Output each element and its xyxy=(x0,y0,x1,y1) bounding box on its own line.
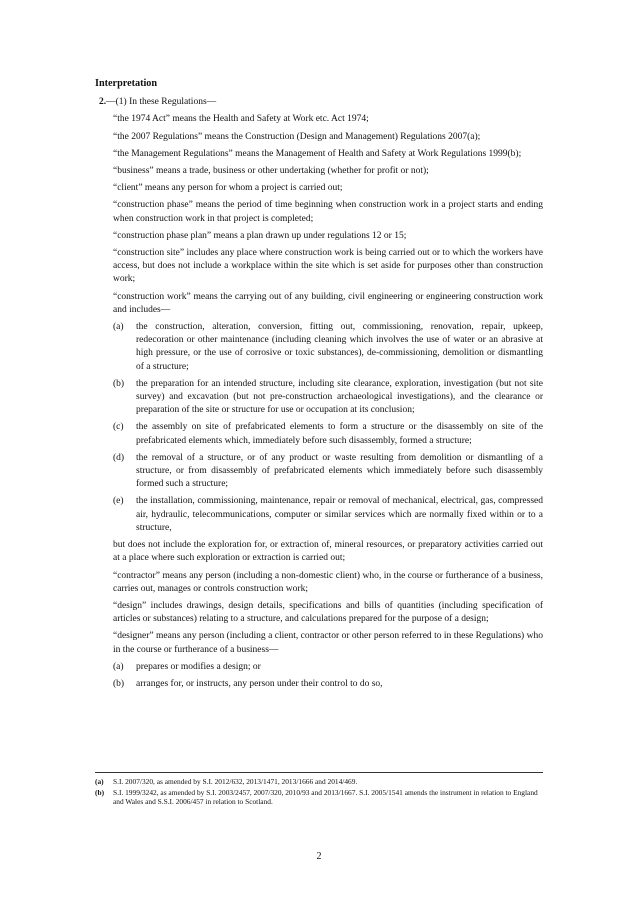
definition-construction-phase-plan: “construction phase plan” means a plan drawn up under regulations 12 or 15; xyxy=(113,230,407,241)
definition-designer: “designer” means any person (including a client, contractor or other person referred to in these Regulations) who in the course or furtherance of a business— xyxy=(113,631,543,655)
item-text: the construction, alteration, conversion, fitting out, commissioning, renovation, repair, upkeep, redecoration or other maintenance (including cleaning which involves the use of water or an abrasive at high pressure, or the use of corrosive or toxic substances), de-commissioning, demolition or dismantling of a structure; xyxy=(136,322,543,372)
regulation-intro xyxy=(99,96,543,109)
item-label: (c) xyxy=(113,422,124,433)
footnote-label: (b) xyxy=(95,787,105,797)
definition-construction-work: “construction work” means the carrying out of any building, civil engineering or engineering construction work and includes— xyxy=(113,291,543,315)
item-text: arranges for, or instructs, any person under their control to do so, xyxy=(136,678,383,689)
footnote-text: S.I. 1999/3242, as amended by S.I. 2003/2457, 2007/320, 2010/93 and 2013/1667. S.I. 2005/1541 amends the instrument in relation to England and Wales and S.S.I. 2006/457 in relation to Scotland. xyxy=(113,787,538,807)
definition-2007-regulations: “the 2007 Regulations” means the Construction (Design and Management) Regulations 2007(a); xyxy=(113,131,481,142)
regulation-intro-text: —(1) In these Regulations— xyxy=(106,97,217,108)
regulation-number: 2. xyxy=(99,97,107,108)
construction-work-item xyxy=(113,321,543,374)
footnote-label: (a) xyxy=(95,777,104,786)
definition-design: “design” includes drawings, design details, specifications and bills of quantities (including specification of articles or substances) relating to a structure, and calculations prepared for the purpose of a design; xyxy=(113,600,543,625)
main-content xyxy=(95,77,543,695)
item-text: the removal of a structure, or of any product or waste resulting from demolition or dismantling of a structure, or from disassembly of prefabricated elements which immediately before such disassembly formed such a structure; xyxy=(136,452,543,490)
designer-item xyxy=(113,678,543,691)
item-label: (b) xyxy=(113,678,125,689)
item-text: the preparation for an intended structure, including site clearance, exploration, investigation (but not site survey) and excavation (but not pre-construction archaeological investigations), and the clearance or preparation of the site or structure for use or occupation at its conclusion; xyxy=(136,378,543,416)
designer-item xyxy=(113,661,543,674)
item-text: the assembly on site of prefabricated elements to form a structure or the disassembly on site of the prefabricated elements which, immediately before such disassembly, formed a structure; xyxy=(136,422,543,446)
item-label: (e) xyxy=(113,496,124,507)
section-heading: Interpretation xyxy=(95,78,158,89)
definition-contractor: “contractor” means any person (including a non-domestic client) who, in the course or furtherance of a business, carries out, manages or controls construction work; xyxy=(113,570,543,594)
definition-business: “business” means a trade, business or other undertaking (whether for profit or not); xyxy=(113,166,429,177)
footnote xyxy=(95,788,543,807)
item-label: (a) xyxy=(113,322,124,333)
construction-work-item xyxy=(113,378,543,418)
construction-work-item xyxy=(113,452,543,492)
definition-construction-phase: “construction phase” means the period of time beginning when construction work in a project starts and ending when construction work in that project is completed; xyxy=(113,200,543,224)
item-label: (a) xyxy=(113,661,124,672)
item-text: prepares or modifies a design; or xyxy=(136,661,261,672)
definition-1974-act: “the 1974 Act” means the Health and Safety at Work etc. Act 1974; xyxy=(113,114,369,125)
construction-work-item xyxy=(113,495,543,535)
item-label: (d) xyxy=(113,452,125,463)
footnote-text: S.I. 2007/320, as amended by S.I. 2012/632, 2013/1471, 2013/1666 and 2014/469. xyxy=(113,777,358,786)
item-label: (b) xyxy=(113,378,125,389)
footnotes xyxy=(95,772,543,808)
page-number: 2 xyxy=(316,851,322,862)
construction-work-exclusion: but does not include the exploration for, or extraction of, mineral resources, or preparatory activities carried out at a place where such exploration or extraction is carried out; xyxy=(113,540,543,564)
definition-client: “client” means any person for whom a project is carried out; xyxy=(113,183,343,194)
construction-work-item xyxy=(113,421,543,447)
definition-construction-site: “construction site” includes any place where construction work is being carried out or to which the workers have access, but does not include a workplace within the site which is set aside for purposes other than construction work; xyxy=(113,248,543,285)
item-text: the installation, commissioning, maintenance, repair or removal of mechanical, electrical, gas, compressed air, hydraulic, telecommunications, computer or similar services which are normally fixed within or to a structure, xyxy=(136,496,543,533)
footnote xyxy=(95,777,543,787)
definition-management-regulations: “the Management Regulations” means the Management of Health and Safety at Work Regulations 1999(b); xyxy=(113,148,522,159)
